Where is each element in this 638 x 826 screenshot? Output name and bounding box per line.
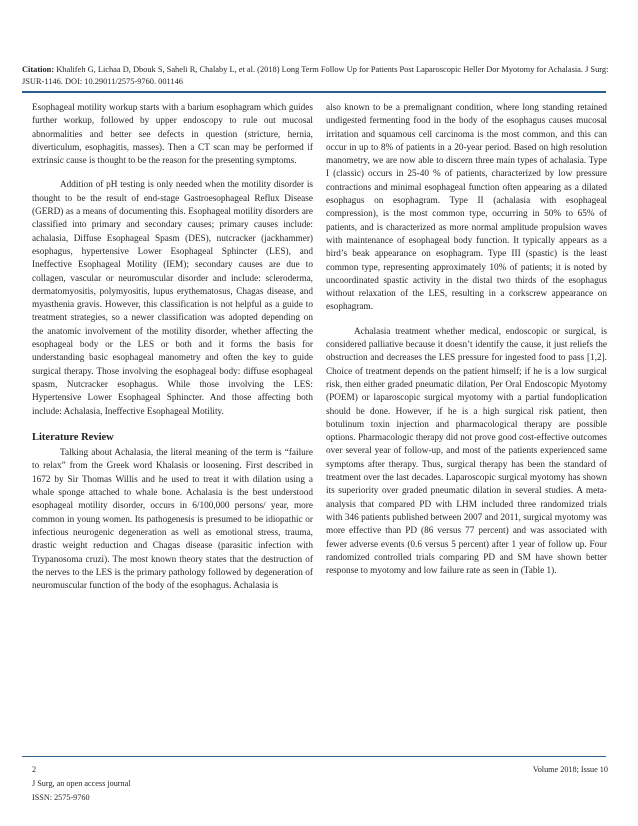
page-number: 2 (32, 765, 37, 774)
paragraph-workup: Esophageal motility workup starts with a barium esophagram which guides further workup, followed by upper endoscopy to rule out mucosal abnormalities and better see defects in question (stricture, hernia, diverticulum, esophagitis, masses). Then a CT scan may be performed if extrinsic cause is thought to be the reason for the presenting symptoms. (32, 103, 313, 167)
paragraph-ph-testing: Addition of pH testing is only needed when the motility disorder is thought to be the result of end-stage Gastroesophageal Reflux Disease (GERD) as a means of documenting this. Esophageal motility disorders are classified into primary and secondary causes; primary causes include: achalasia, Diffuse Esophageal Spasm (DES), nutcracker (jackhammer) esophagus, hypertensive Lower Esophageal Sphincter (LES), and Ineffective Esophageal Motility (IEM); secondary causes are due to collagen, vascular or neuromuscular disorder and include: scleroderma, dermatomyositis, polymyositis, lupus erythematosus, Chagas disease, and myasthenia gravis. However, this classification is not helpful as a guide to treatment strategies, so a newer classification was adopted depending on the anatomic involvement of the motility disorder, whether affecting the esophageal body or the LES or both and it forms the basis for understanding basic esophageal manometry and often the key to guide surgical therapy. Those involving the esophageal body: diffuse esophageal spasm, Nutcracker esophagus. While those involving the LES: Hypertensive Lower Esophageal Sphincter. And those affecting both include: Achalasia, Ineffective Esophageal Motility. (32, 180, 313, 417)
paragraph-achalasia-intro: Talking about Achalasia, the literal meaning of the term is “failure to relax” from the Greek word Khalasis or loosening. First described in 1672 by Sir Thomas Willis and he used to treat it with dilation using a whale sponge attached to whale bone. Achalasia is the best understood esophageal motility disorder, occurs in 6/100,000 persons/ year, more common in young women. Its pathogenesis is presumed to be idiopathic or infectious neurogenic degeneration as well as emotional stress, trauma, drastic weight reduction and Chagas disease (parasitic infection with Trypanosoma cruzi). The most known theory states that the destruction of the nerves to the LES is the primary pathology followed by degeneration of neuromuscular function of the body of the esophagus. Achalasia is (32, 448, 313, 592)
section-heading-literature-review: Literature Review (32, 431, 114, 443)
volume-issue: Volume 2018; Issue 10 (532, 765, 608, 774)
left-column (32, 102, 313, 593)
footer-divider (22, 756, 606, 757)
paragraph-achalasia-types: also known to be a premalignant condition, where long standing retained undigested fermenting food in the body of the esophagus causes mucosal irritation and squamous cell carcinoma is the most common, and this can occur in up to 8% of patients in a 20-year period. Based on high resolution manometry, we are now able to discern three main types of achalasia. Type I (classic) occurs in 25-40 % of patients, characterized by low pressure contractions and minimal esophageal function often appearing as a dilated esophagus on esophagram. Type II (achalasia with esophageal compression), is the most common type, occurring in 50% to 65% of patients, and is characterized as more normal amplitude propulsion waves with maintenance of esophageal body function. It typically appears as a bird’s beak appearance on esophagram. Type III (spastic) is the least common type, representing approximately 10% of patients; it is noted by uncoordinated spastic activity in the distal two thirds of the esophagus without relaxation of the LES, resulting in a corkscrew appearance on esophagram. (326, 103, 607, 313)
header-divider (22, 91, 606, 93)
footer-right (533, 763, 608, 777)
footer-left (32, 763, 131, 805)
citation-header (22, 64, 616, 88)
citation-text: Khalifeh G, Lichaa D, Dbouk S, Saheli R, Chalaby L, et al. (2018) Long Term Follow Up for Patients Post Laparoscopic Heller Dor Myotomy for Achalasia. J Surg: JSUR-1146. DOI: 10.29011/2575-9760. 001146 (22, 65, 609, 86)
issn: ISSN: 2575-9760 (32, 793, 90, 802)
paragraph-achalasia-treatment: Achalasia treatment whether medical, endoscopic or surgical, is considered palliative because it doesn’t identify the cause, it just reliefs the obstruction and decreases the LES pressure for ingested food to pass [1,2]. Choice of treatment depends on the patient himself; if he is a low surgical risk, then either graded pneumatic dilation, Per Oral Endoscopic Myotomy (POEM) or laparoscopic surgical myotomy with a partial fundoplication should be done. However, if he is a high surgical risk patient, then botulinum toxin injection and pharmacological therapy are possible options. Pharmacologic therapy did not prove good cost-effective outcomes over several year of follow-up, and most of the patients experienced same symptoms after therapy. Thus, surgical therapy has been the standard of treatment over the last decades. Laparoscopic surgical myotomy has shown its superiority over graded pneumatic dilation in several studies. A meta-analysis that compared PD with LHM included three randomized trials with 346 patients published between 2007 and 2011, surgical myotomy was more effective than PD (86 versus 77 percent) and was associated with fewer adverse events (0.6 versus 5 percent) after 1 year of follow up. Four randomized controlled trials comparing PD and SM have shown better response to myotomy and low failure rate as seen in (Table 1). (326, 326, 607, 577)
citation-label: Citation: (22, 65, 55, 74)
journal-name: J Surg, an open access journal (32, 779, 131, 788)
right-column (326, 102, 607, 578)
